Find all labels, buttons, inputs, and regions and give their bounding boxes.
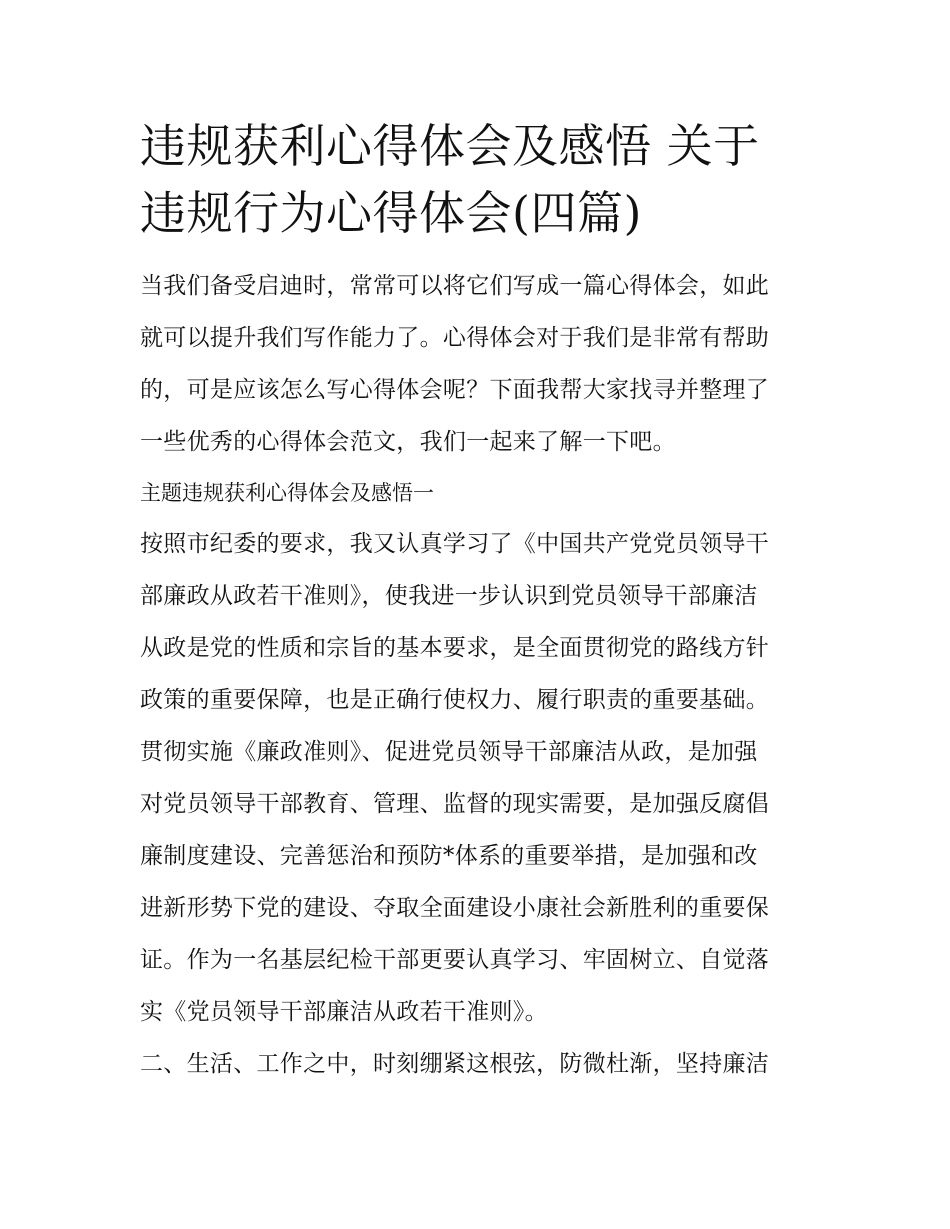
title-line-1: 违规获利心得体会及感悟 关于 xyxy=(140,119,760,173)
paragraph-1 xyxy=(140,518,830,1038)
paragraph-2 xyxy=(140,1038,830,1090)
paragraph-line: 按照市纪委的要求，我又认真学习了《中国共产党党员领导干 xyxy=(140,531,770,557)
document-body xyxy=(140,260,830,1090)
intro-line: 当我们备受启迪时，常常可以将它们写成一篇心得体会，如此 xyxy=(140,273,770,299)
intro-line: 就可以提升我们写作能力了。心得体会对于我们是非常有帮助 xyxy=(140,325,770,351)
intro-line: 的，可是应该怎么写心得体会呢？下面我帮大家找寻并整理了 xyxy=(140,377,770,403)
paragraph-line: 部廉政从政若干准则》，使我进一步认识到党员领导干部廉洁 xyxy=(140,583,758,609)
paragraph-line: 对党员领导干部教育、管理、监督的现实需要，是加强反腐倡 xyxy=(140,791,770,817)
paragraph-line: 二、生活、工作之中，时刻绷紧这根弦，防微杜渐，坚持廉洁 xyxy=(140,1051,770,1077)
title-line-2: 违规行为心得体会(四篇) xyxy=(140,186,642,240)
paragraph-line: 从政是党的性质和宗旨的基本要求，是全面贯彻党的路线方针 xyxy=(140,635,770,661)
paragraph-line: 进新形势下党的建设、夺取全面建设小康社会新胜利的重要保 xyxy=(140,895,770,921)
paragraph-line: 政策的重要保障，也是正确行使权力、履行职责的重要基础。 xyxy=(140,687,770,713)
intro-paragraph xyxy=(140,260,830,468)
paragraph-line: 证。作为一名基层纪检干部更要认真学习、牢固树立、自觉落 xyxy=(140,947,770,973)
paragraph-line: 廉制度建设、完善惩治和预防*体系的重要举措，是加强和改 xyxy=(140,843,758,869)
section-heading: 主题违规获利心得体会及感悟一 xyxy=(140,481,434,505)
document-title xyxy=(140,113,830,247)
paragraph-line: 实《党员领导干部廉洁从政若干准则》。 xyxy=(140,999,548,1025)
intro-line: 一些优秀的心得体会范文，我们一起来了解一下吧。 xyxy=(140,429,676,455)
paragraph-line: 贯彻实施《廉政准则》、促进党员领导干部廉洁从政，是加强 xyxy=(140,739,758,765)
